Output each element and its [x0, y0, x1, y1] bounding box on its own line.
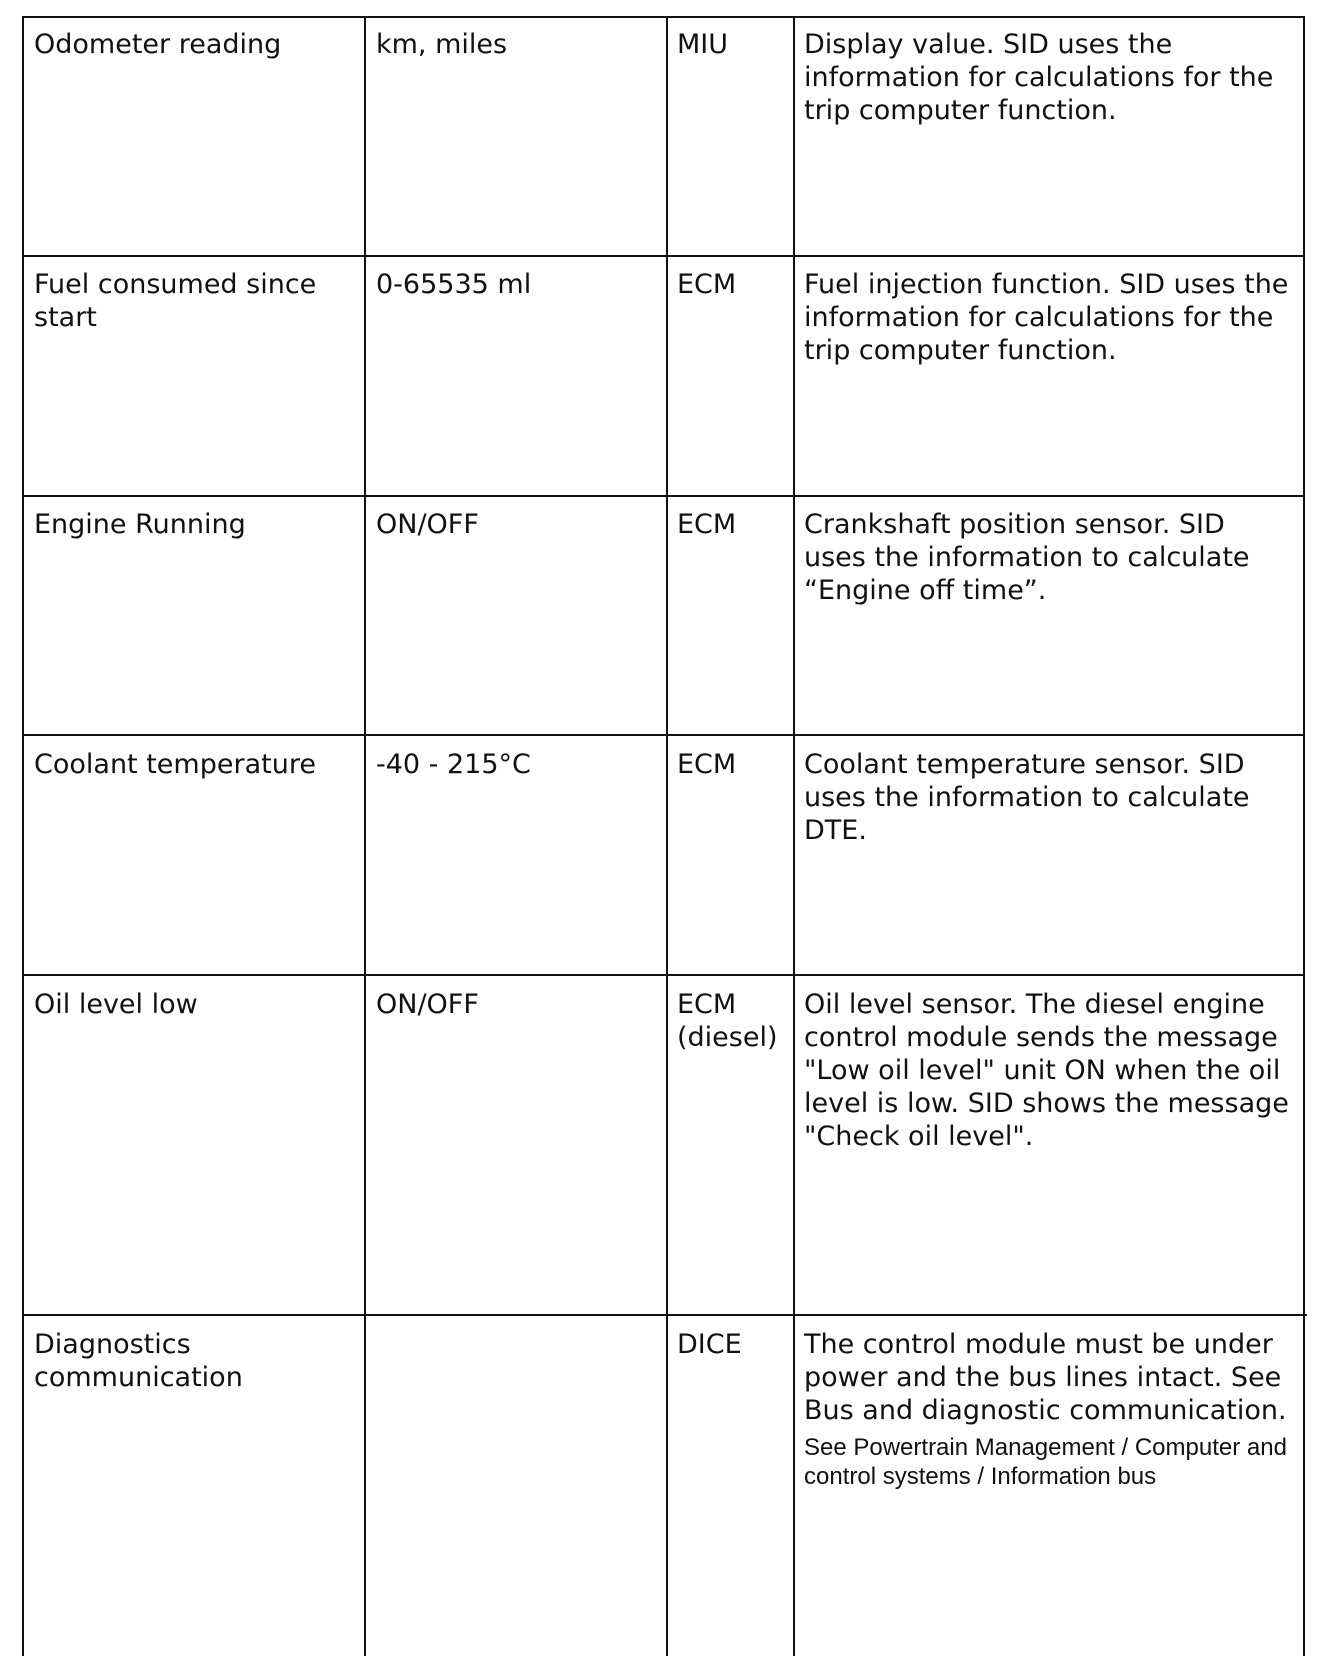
source-cell: MIU [677, 29, 729, 60]
column-divider [666, 16, 668, 1656]
row-divider [22, 734, 1305, 736]
description-cell: Crankshaft position sensor. SID uses the information to calculate “Engine off time”. [804, 509, 1250, 606]
description-cell: Fuel injection function. SID uses the information for calculations for the trip computer function. [804, 269, 1289, 366]
table-top-border [22, 16, 1305, 18]
range-cell: -40 - 215°C [376, 749, 531, 780]
table-left-border [22, 16, 24, 1656]
source-cell: DICE [677, 1329, 742, 1360]
source-cell: ECM (diesel) [677, 989, 778, 1053]
row-divider [22, 974, 1305, 976]
row-divider [22, 495, 1305, 497]
table-right-border [1303, 16, 1305, 1656]
description-cell: Oil level sensor. The diesel engine control module sends the message "Low oil level" unit ON when the oil level is low. SID shows the message "Check oil level". [804, 989, 1289, 1152]
range-cell: ON/OFF [376, 509, 479, 540]
cross-reference-note: See Powertrain Management / Computer and control systems / Information bus [804, 1434, 1287, 1490]
signal-cell: Odometer reading [34, 29, 282, 60]
row-divider [22, 255, 1305, 257]
source-cell: ECM [677, 269, 737, 300]
source-cell: ECM [677, 509, 737, 540]
column-divider [364, 16, 366, 1656]
range-cell: 0-65535 ml [376, 269, 532, 300]
description-cell: Coolant temperature sensor. SID uses the information to calculate DTE. [804, 749, 1250, 846]
signal-cell: Engine Running [34, 509, 246, 540]
signal-cell: Coolant temperature [34, 749, 316, 780]
description-cell: Display value. SID uses the information for calculations for the trip computer function. [804, 29, 1274, 126]
column-divider [793, 16, 795, 1656]
range-cell: km, miles [376, 29, 508, 60]
row-divider [22, 1314, 1307, 1316]
signal-cell: Fuel consumed since start [34, 269, 317, 333]
signal-cell: Oil level low [34, 989, 198, 1020]
description-cell [804, 1328, 1298, 1491]
source-cell: ECM [677, 749, 737, 780]
signal-cell: Diagnostics communication [34, 1329, 243, 1393]
description-text: The control module must be under power and the bus lines intact. See Bus and diagnostic communication. [804, 1329, 1287, 1426]
range-cell: ON/OFF [376, 989, 479, 1020]
